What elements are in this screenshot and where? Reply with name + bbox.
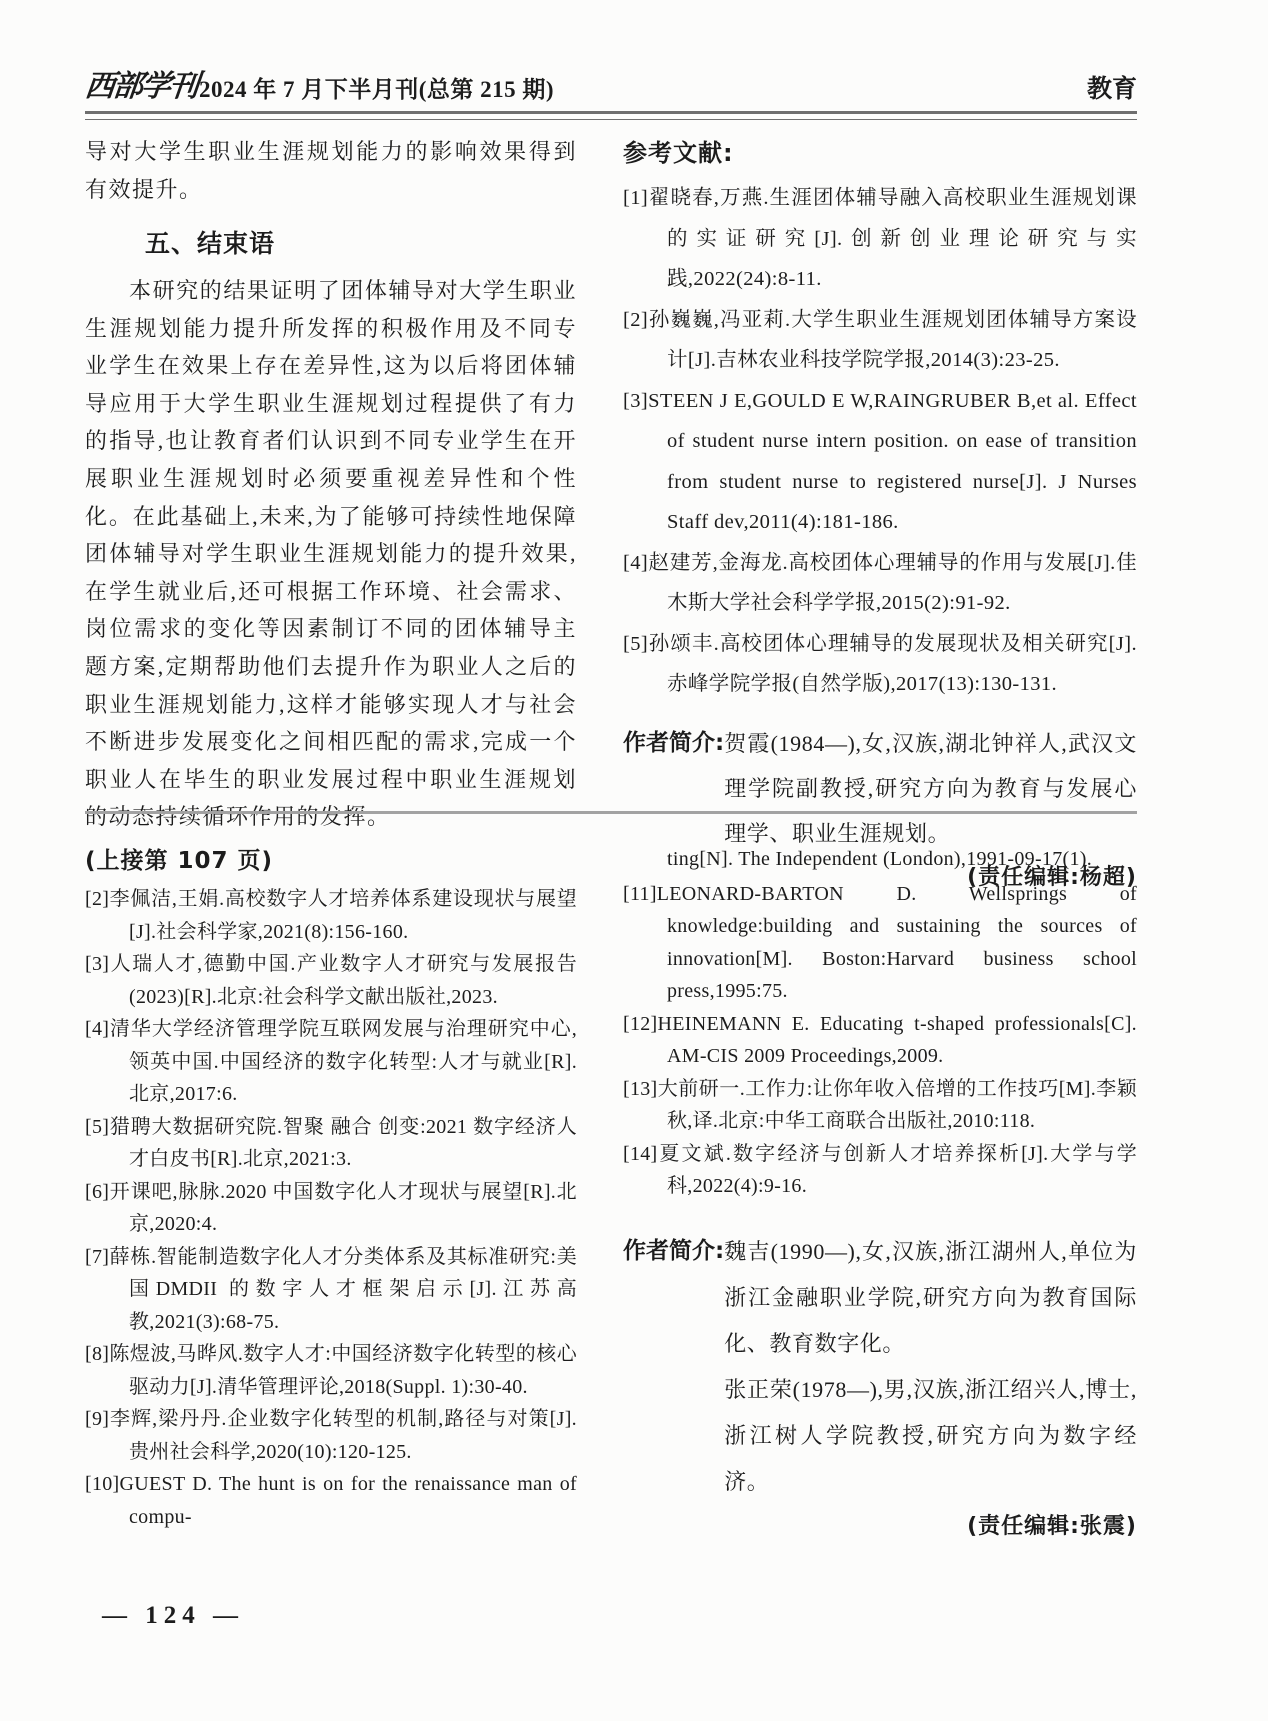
section-divider-rule	[85, 811, 1137, 814]
author-bio-block	[623, 721, 1137, 856]
reference-item: [8]陈煜波,马晔风.数字人才:中国经济数字化转型的核心驱动力[J].清华管理评论,2018(Suppl. 1):30-40.	[85, 1343, 577, 1398]
reference-item: [2]孙巍巍,冯亚莉.大学生职业生涯规划团体辅导方案设计[J].吉林农业科技学院学报,2014(3):23-25.	[623, 308, 1137, 371]
author-bio-label: 作者简介:	[623, 1237, 725, 1264]
top-section	[85, 133, 1137, 891]
journal-logo: 西部学刊	[83, 69, 199, 104]
lead-paragraph: 导对大学生职业生涯规划能力的影响效果得到有效提升。	[85, 139, 577, 202]
reference-item: [10]GUEST D. The hunt is on for the renaissance man of compu-	[85, 1473, 577, 1528]
reference-item: [3]人瑞人才,德勤中国.产业数字人才研究与发展报告(2023)[R].北京:社会科学文献出版社,2023.	[85, 953, 577, 1008]
reference-item: [12]HEINEMANN E. Educating t-shaped professionals[C]. AM-CIS 2009 Proceedings,2009.	[623, 1012, 1137, 1067]
author-bio-text-group	[724, 1229, 1137, 1505]
page-header	[83, 69, 1137, 120]
reference-item: [7]薛栋.智能制造数字化人才分类体系及其标准研究:美国DMDII 的数字人才框架启示[J].江苏高教,2021(3):68-75.	[85, 1245, 577, 1333]
bottom-right-column	[623, 843, 1137, 1540]
reference-item: [6]开课吧,脉脉.2020 中国数字化人才现状与展望[R].北京,2020:4.	[85, 1180, 577, 1235]
top-left-column	[85, 133, 577, 891]
reference-item: [14]夏文斌.数字经济与创新人才培养探析[J].大学与学科,2022(4):9-16.	[623, 1142, 1137, 1197]
reference-item: [2]李佩洁,王娟.高校数字人才培养体系建设现状与展望[J].社会科学家,2021(8):156-160.	[85, 888, 577, 943]
page-number: — 124 —	[102, 1602, 244, 1629]
author-bio-label: 作者简介:	[623, 729, 725, 756]
reference-item: [13]大前研一.工作力:让你年收入倍增的工作技巧[M].李颖秋,译.北京:中华工商联合出版社,2010:118.	[623, 1077, 1137, 1132]
reference-item: [4]清华大学经济管理学院互联网发展与治理研究中心,领英中国.中国经济的数字化转型:人才与就业[R].北京,2017:6.	[85, 1018, 577, 1105]
editor-note: (责任编辑:杨超)	[967, 864, 1137, 890]
bottom-left-column	[85, 843, 577, 1540]
reference-item: [1]翟晓春,万燕.生涯团体辅导融入高校职业生涯规划课的实证研究[J].创新创业理论研究与实践,2022(24):8-11.	[623, 187, 1137, 290]
reference-item: [3]STEEN J E,GOULD E W,RAINGRUBER B,et al. Effect of student nurse intern position. on ease of transition from student nurse to registered nurse[J]. J Nurses Staff dev,2011(4):181-186.	[623, 389, 1137, 533]
reference-continuation-line: ting[N]. The Independent (London),1991-09-17(1).	[667, 848, 1093, 870]
conclusion-heading: 五、结束语	[145, 229, 276, 258]
reference-item: [4]赵建芳,金海龙.高校团体心理辅导的作用与发展[J].佳木斯大学社会科学学报,2015(2):91-92.	[623, 551, 1137, 614]
reference-item: [9]李辉,梁丹丹.企业数字化转型的机制,路径与对策[J].贵州社会科学,2020(10):120-125.	[85, 1408, 577, 1463]
bottom-section	[85, 843, 1137, 1540]
header-left-group	[83, 69, 555, 104]
header-double-rule	[85, 111, 1137, 120]
author-bio-text: 贺霞(1984—),女,汉族,湖北钟祥人,武汉文理学院副教授,研究方向为教育与发展心理学、职业生涯规划。	[724, 730, 1137, 846]
reference-item: [5]孙颂丰.高校团体心理辅导的发展现状及相关研究[J].赤峰学院学报(自然学版),2017(13):130-131.	[623, 632, 1137, 695]
section-label: 教育	[1086, 73, 1137, 103]
author-bio-text: 魏吉(1990—),女,汉族,浙江湖州人,单位为浙江金融职业学院,研究方向为教育国际化、教育数字化。	[724, 1238, 1137, 1356]
author-bio-text-group	[724, 721, 1137, 856]
conclusion-paragraph: 本研究的结果证明了团体辅导对大学生职业生涯规划能力提升所发挥的积极作用及不同专业学生在效果上存在差异性,这为以后将团体辅导应用于大学生职业生涯规划过程提供了有力的指导,也让教育者们认识到不同专业学生在开展职业生涯规划时必须要重视差异性和个性化。在此基础上,未来,为了能够可持续性地保障团体辅导对学生职业生涯规划能力的提升效果,在学生就业后,还可根据工作环境、社会需求、岗位需求的变化等因素制订不同的团体辅导主题方案,定期帮助他们去提升作为职业人之后的职业生涯规划能力,这样才能够实现人才与社会不断进步发展变化之间相匹配的需求,完成一个职业人在毕生的职业发展过程中职业生涯规划的动态持续循环作用的发挥。	[85, 278, 577, 830]
author-bio-text: 张正荣(1978—),男,汉族,浙江绍兴人,博士,浙江树人学院教授,研究方向为数字经济。	[724, 1376, 1137, 1494]
author-bio-block	[623, 1229, 1137, 1505]
references-heading: 参考文献:	[623, 139, 734, 167]
reference-item: [11]LEONARD-BARTON D. Wellsprings of knowledge:building and sustaining the sources of innovation[M]. Boston:Harvard business school press,1995:75.	[623, 882, 1137, 1002]
continued-from-note: (上接第 107 页)	[85, 848, 274, 874]
top-right-column	[623, 133, 1137, 891]
reference-item: [5]猎聘大数据研究院.智聚 融合 创变:2021 数字经济人才白皮书[R].北京,2021:3.	[85, 1115, 577, 1170]
editor-note: (责任编辑:张震)	[967, 1513, 1137, 1539]
issue-info: 2024 年 7 月下半月刊(总第 215 期)	[199, 76, 555, 102]
